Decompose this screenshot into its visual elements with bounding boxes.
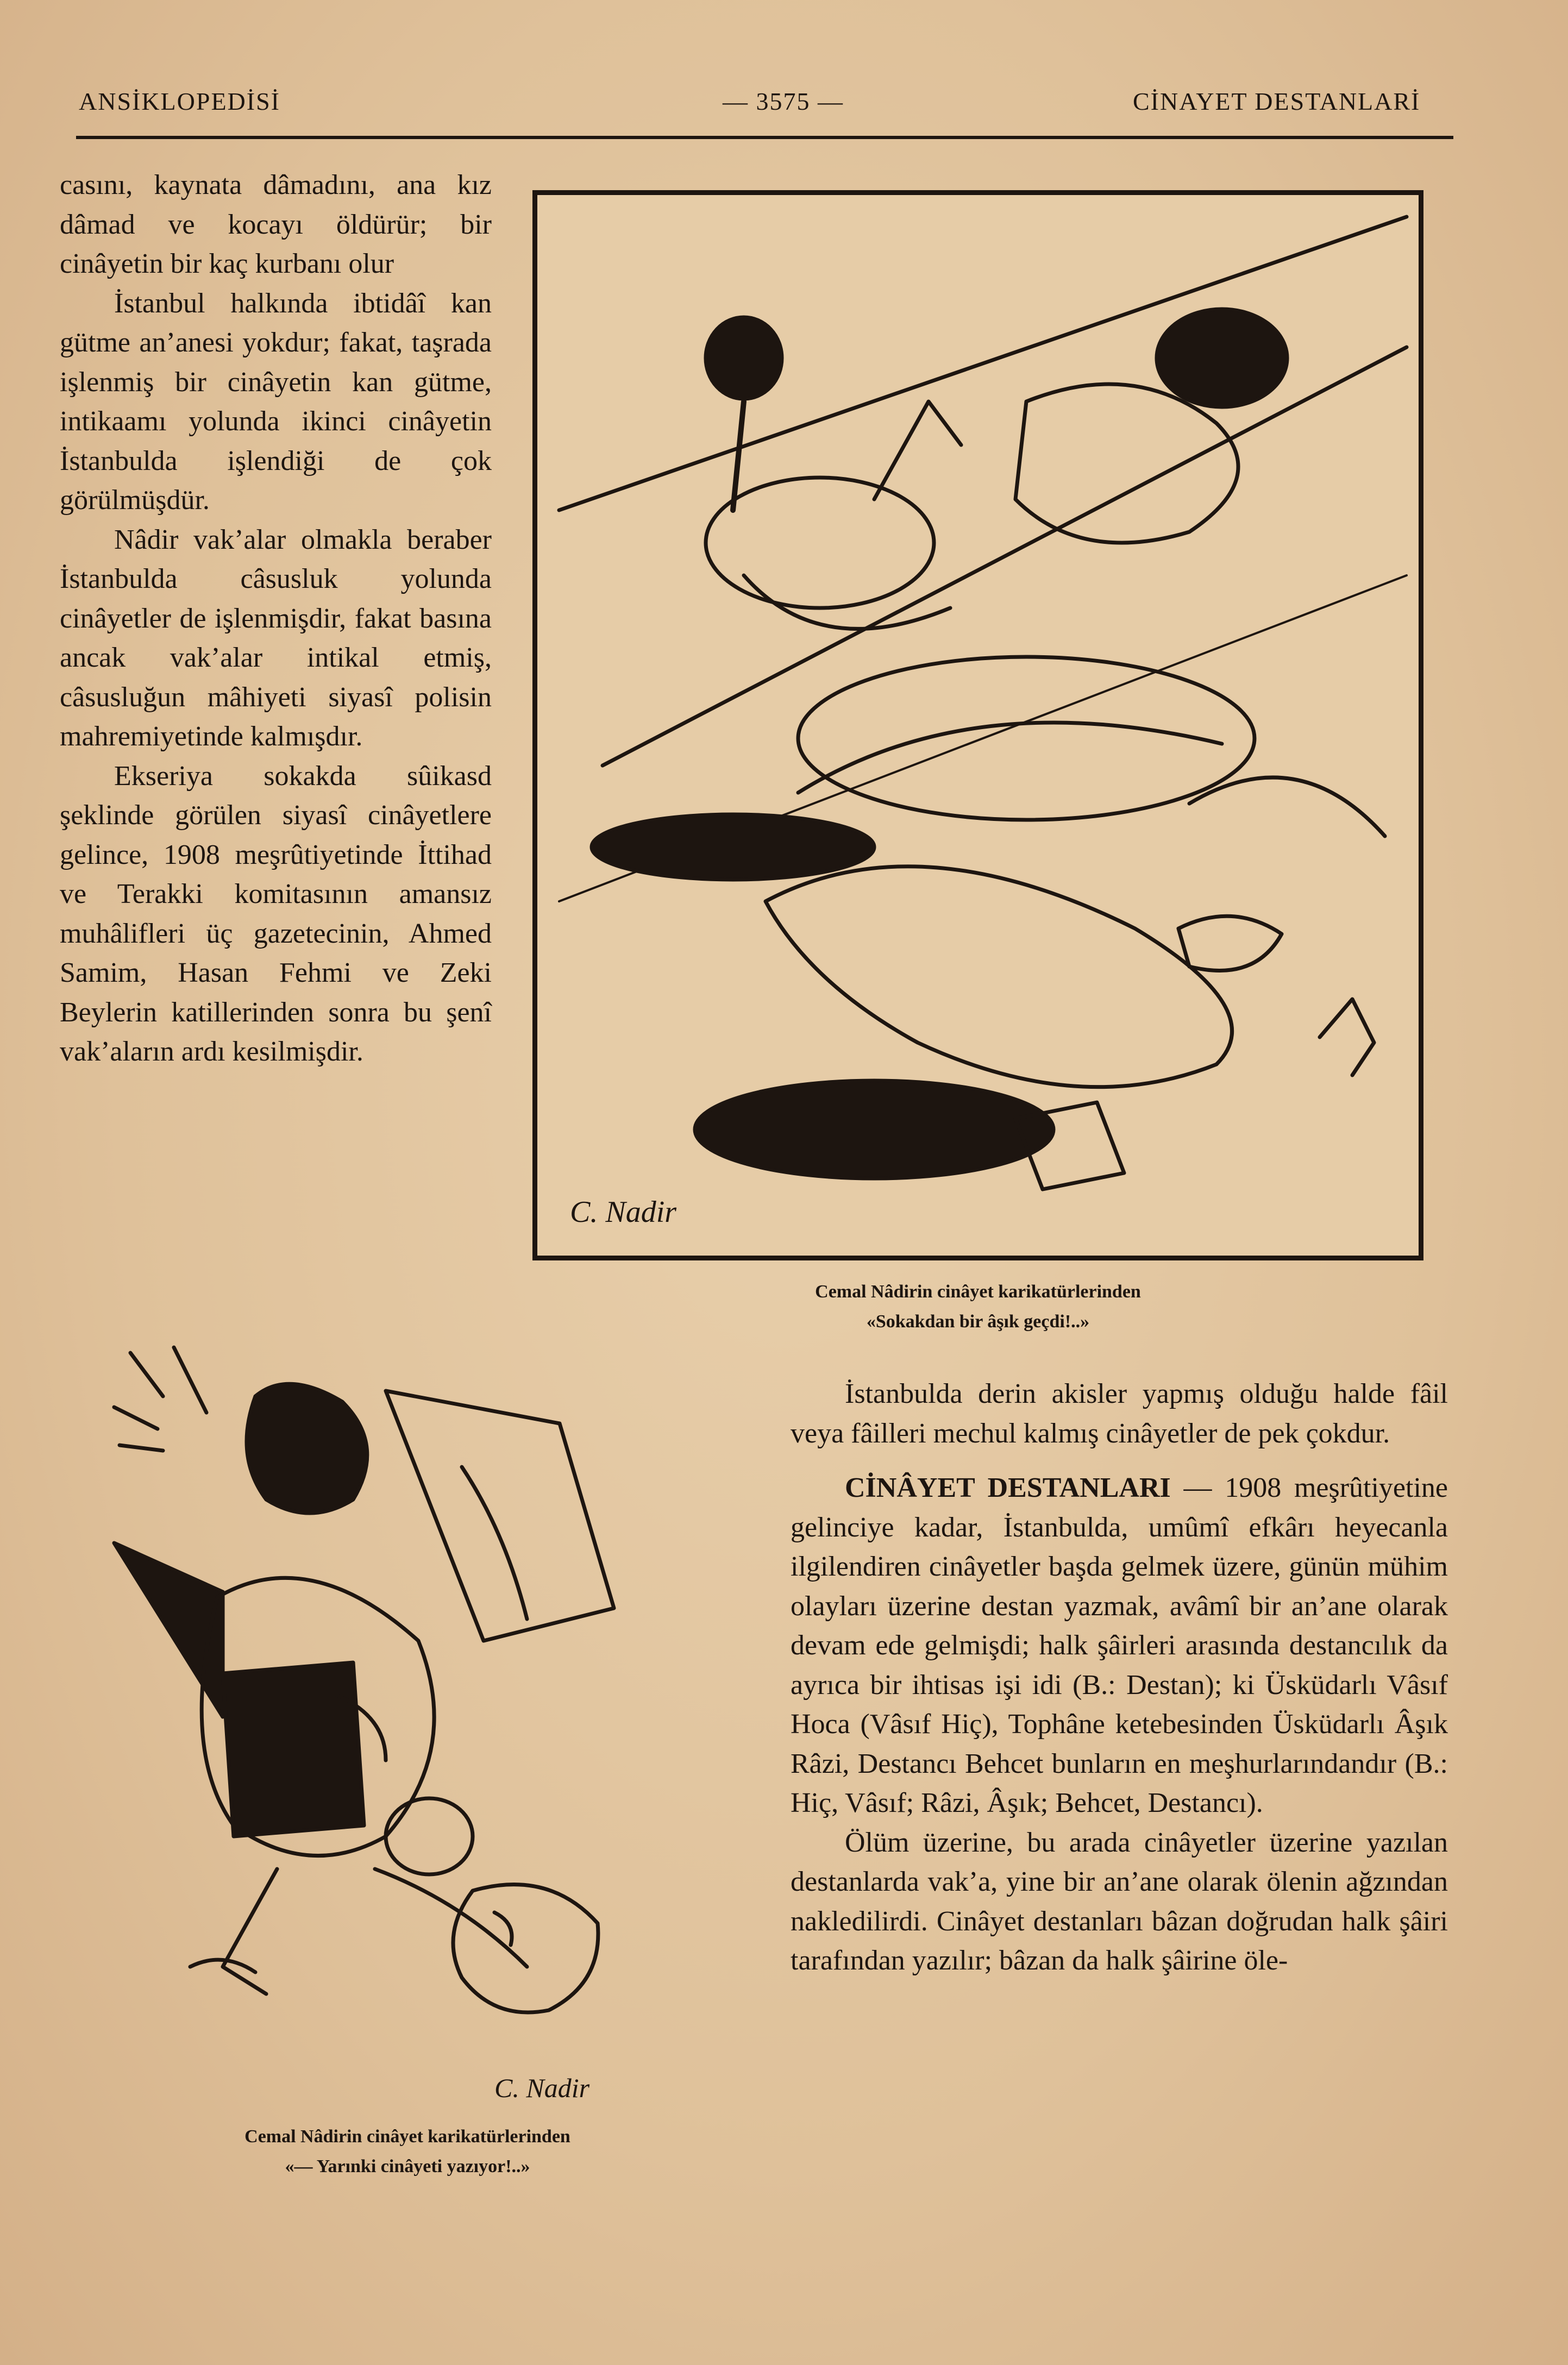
cartoon-1-caption xyxy=(706,1277,1250,1337)
section-heading: CİNÂYET DESTANLARI xyxy=(845,1472,1171,1503)
cartoon-1-caption-line-2: «Sokakdan bir âşık geçdi!..» xyxy=(866,1312,1090,1332)
cartoon-drawing-2 xyxy=(81,1337,695,2113)
page-number: — 3575 — xyxy=(723,87,844,115)
header-encyclopedia-title: ANSİKLOPEDİSİ xyxy=(79,87,280,115)
left-text-column xyxy=(60,166,492,1072)
right-paragraph-section xyxy=(791,1469,1448,1823)
cartoon-2-caption-line-2: «— Yarınki cinâyeti yazıyor!..» xyxy=(285,2156,530,2176)
cartoon-2-signature: C. Nadir xyxy=(494,2073,590,2103)
cartoon-drawing-1 xyxy=(537,195,1419,1256)
cartoon-1-caption-line-1: Cemal Nâdirin cinâyet karikatürlerinden xyxy=(815,1282,1141,1302)
left-paragraph-3: Nâdir vak’alar olmakla beraber İstanbulda câsusluk yolunda cinâyetler de işlenmişdir, fakat basına ancak vak’alar intikal etmiş, câsusluğun mâhiyeti siyasî polisin mahremiyetinde kalmışdır. xyxy=(60,524,492,752)
cartoon-1-signature: C. Nadir xyxy=(570,1195,677,1229)
cartoon-street-scene xyxy=(532,190,1423,1260)
right-paragraph-intro: İstanbulda derin akisler yapmış olduğu halde fâil veya fâilleri mechul kalmış cinâyetler de pek çokdur. xyxy=(791,1378,1448,1449)
right-paragraph-last: Ölüm üzerine, bu arada cinâyetler üzerine yazılan destanlarda vak’a, yine bir an’ane olarak ölenin ağzından nakledilirdi. Cinâyet destanları bâzan doğrudan halk şâiri tarafından yazılır; bâzan da halk şâirine öle- xyxy=(791,1827,1448,1976)
left-paragraph-2: İstanbul halkında ibtidâî kan gütme an’anesi yokdur; fakat, taşrada işlenmiş bir cinâyetin kan gütme, intikaamı yolunda ikinci cinâyetin İstanbulda işlendiği de çok görülmüşdür. xyxy=(60,287,492,516)
right-text-column xyxy=(791,1375,1448,1981)
cartoon-2-caption-line-1: Cemal Nâdirin cinâyet karikatürlerinden xyxy=(244,2126,570,2147)
left-paragraph-4: Ekseriya sokakda sûikasd şeklinde görülen siyasî cinâyetlere gelince, 1908 meşrûtiyetinde İttihad ve Terakki komitasının amansız muhâlifleri üç gazetecinin, Ahmed Samim, Hasan Fehmi ve Zeki Beylerin katillerinden sonra bu şenî vak’aların ardı kesilmişdir. xyxy=(60,760,492,1067)
cartoon-writer-figure xyxy=(81,1337,695,2113)
left-paragraph-1: casını, kaynata dâmadını, ana kız dâmad ve kocayı öldürür; bir cinâyetin bir kaç kurbanı olur xyxy=(60,170,492,279)
section-body: — 1908 meşrûtiyetine gelinciye kadar, İstanbulda, umûmî efkârı heyecanla ilgilendiren cinâyetler başda gelmek üzere, günün mühim olayları üzerine destan yazmak, avâmî bir an’ane olarak devam ede gelmişdi; halk şâirleri arasında destancılık da ayrıca bir ihtisas işi idi (B.: Destan); ki Üsküdarlı Vâsıf Hoca (Vâsıf Hiç), Tophâne ketebesinden Üsküdarlı Âşık Râzi, Destancı Behcet bunların en meşhurlarındandır (B.: Hiç, Vâsıf; Râzi, Âşık; Behcet, Destancı). xyxy=(791,1472,1448,1818)
header-section-title: CİNAYET DESTANLARİ xyxy=(1133,87,1421,115)
header-divider xyxy=(76,136,1453,139)
cartoon-2-caption xyxy=(136,2122,679,2181)
